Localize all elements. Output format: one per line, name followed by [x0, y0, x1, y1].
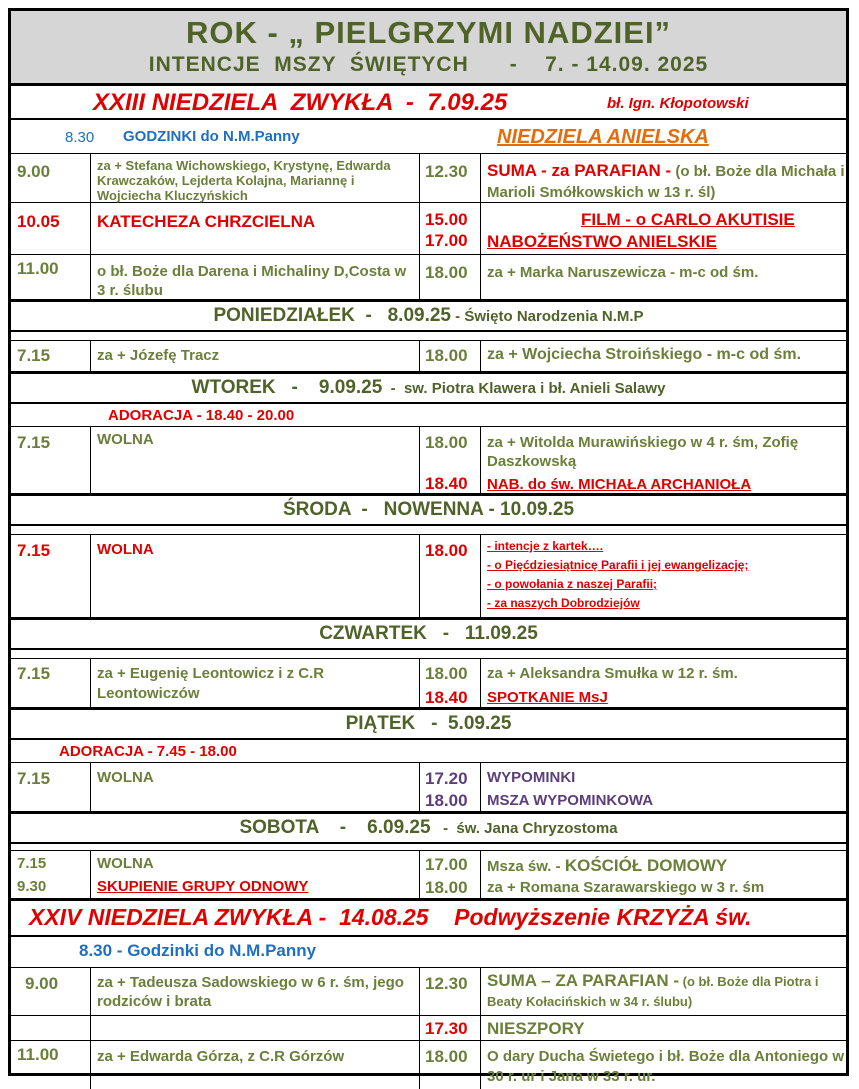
mass-intention: Msza św. - KOŚCIÓŁ DOMOWY	[487, 856, 728, 875]
event-time: 17.30	[425, 1019, 468, 1038]
sunday-1-patron: bł. Ign. Kłopotowski	[607, 95, 749, 112]
sunday-2-heading	[11, 898, 846, 937]
mass-time: 17.00	[425, 855, 468, 874]
novena-item: - o powołania z naszej Parafii;	[487, 577, 658, 591]
mass-time: 18.00	[425, 541, 468, 560]
mass-intention: MSZA WYPOMINKOWA	[487, 792, 654, 809]
event-name: NAB. do św. MICHAŁA ARCHANIOŁA	[487, 476, 752, 493]
table-row	[11, 427, 846, 493]
intro-time: 8.30	[65, 129, 95, 146]
day-heading-friday: PIĄTEK - 5.09.25	[11, 707, 846, 740]
mass-time: 7.15	[17, 664, 51, 683]
mass-intention: za + Eugenię Leontowicz i z C.R Leontowiczów	[97, 665, 325, 702]
table-row	[11, 659, 846, 707]
novena-item: - za naszych Dobrodziejów	[487, 596, 640, 610]
intro-text: 8.30 - Godzinki do N.M.Panny	[79, 941, 317, 960]
table-row	[11, 1041, 846, 1089]
mass-intention: za + Romana Szarawarskiego w 3 r. śm	[487, 879, 765, 896]
event-time: 9.30	[17, 878, 47, 895]
mass-time: 9.00	[25, 974, 59, 993]
sunday-1-intro	[11, 120, 846, 154]
mass-time: 11.00	[17, 1045, 59, 1064]
mass-time: 12.30	[425, 162, 468, 181]
mass-intention: za + Aleksandra Smułka w 12 r. śm.	[487, 665, 738, 682]
header	[11, 11, 846, 86]
mass-time: 18.00	[425, 346, 468, 365]
event-time: 18.40	[425, 688, 468, 707]
mass-intention: o bł. Boże dla Darena i Michaliny D,Costa w 3 r. ślubu	[97, 263, 407, 299]
event-name: FILM - o CARLO AKUTISIE	[581, 210, 795, 229]
page-subtitle: INTENCJE MSZY ŚWIĘTYCH - 7. - 14.09. 2025	[148, 53, 709, 76]
event-time: 17.20	[425, 769, 468, 788]
mass-time: 18.00	[425, 878, 468, 897]
mass-time: 7.15	[17, 769, 51, 788]
mass-time: 12.30	[425, 974, 468, 993]
sunday-2-name: XXIV NIEDZIELA ZWYKŁA - 14.08.25 Podwyższenie KRZYŻA św.	[29, 904, 752, 930]
mass-time: 7.15	[17, 433, 51, 452]
event-time: 10.05	[17, 212, 60, 231]
mass-intention: WOLNA	[97, 769, 154, 786]
mass-intention: za + Witolda Murawińskiego w 4 r. śm, Zofię Daszkowską	[487, 434, 799, 470]
table-row	[11, 535, 846, 617]
mass-time: 18.00	[425, 791, 468, 810]
day-heading-saturday: SOBOTA - 6.09.25 - św. Jana Chryzostoma	[11, 811, 846, 844]
day-heading-thursday: CZWARTEK - 11.09.25	[11, 617, 846, 650]
adoration-note	[11, 404, 846, 427]
novena-item: - o Pięćdziesiątnicę Parafii i jej ewangelizację;	[487, 558, 749, 572]
event-time: 18.40	[425, 474, 468, 493]
event-name: KATECHEZA CHRZCIELNA	[97, 212, 316, 231]
mass-intention: SUMA - za PARAFIAN - (o bł. Boże dla Michała i Marioli Smółkowskich w 13 r. śl)	[487, 161, 845, 201]
special-sunday: NIEDZIELA ANIELSKA	[497, 126, 709, 148]
mass-time: 18.00	[425, 664, 468, 683]
mass-intention: SUMA – ZA PARAFIAN - (o bł. Boże dla Piotra i Beaty Kołacińskich w 34 r. ślubu)	[487, 971, 819, 1009]
mass-intention: za + Marka Naruszewicza - m-c od śm.	[487, 264, 759, 281]
day-heading-wednesday: ŚRODA - NOWENNA - 10.09.25	[11, 493, 846, 526]
sunday-1-name: XXIII NIEDZIELA ZWYKŁA - 7.09.25	[93, 89, 508, 116]
adoration-note	[11, 740, 846, 763]
day-heading-tuesday: WTOREK - 9.09.25 - sw. Piotra Klawera i bł. Anieli Salawy	[11, 371, 846, 404]
mass-intention: za + Wojciecha Stroińskiego - m-c od śm.	[487, 346, 802, 363]
table-row	[11, 255, 846, 299]
event-time: 17.00	[425, 231, 468, 250]
table-row	[11, 154, 846, 203]
table-row	[11, 203, 846, 255]
event-name: SKUPIENIE GRUPY ODNOWY	[97, 878, 309, 895]
mass-intention: za + Stefana Wichowskiego, Krystynę, Edwarda Krawczaków, Lejderta Kolajna, Mariannę i Wojciecha Kluczyńskich	[97, 158, 391, 203]
table-row	[11, 341, 846, 371]
day-heading-monday: PONIEDZIAŁEK - 8.09.25 - Święto Narodzenia N.M.P	[11, 299, 846, 332]
adoration-text: ADORACJA - 7.45 - 18.00	[59, 743, 237, 760]
sunday-2-intro	[11, 937, 846, 968]
mass-intention: za + Tadeusza Sadowskiego w 6 r. śm, jego rodziców i brata	[97, 974, 404, 1010]
event-name: NIESZPORY	[487, 1019, 585, 1038]
table-row	[11, 851, 846, 898]
mass-time: 7.15	[17, 855, 47, 872]
mass-time: 18.00	[425, 263, 468, 282]
table-row	[11, 1016, 846, 1041]
event-name: NABOŻEŃSTWO ANIELSKIE	[487, 232, 717, 251]
mass-intention: WOLNA	[97, 431, 154, 448]
mass-time: 18.00	[425, 1047, 468, 1066]
table-row	[11, 968, 846, 1016]
event-name: WYPOMINKI	[487, 769, 576, 786]
mass-time: 11.00	[17, 259, 59, 278]
mass-intention: za + Edwarda Górza, z C.R Górzów	[97, 1048, 345, 1065]
mass-intention: WOLNA	[97, 855, 154, 872]
mass-intention: WOLNA	[97, 541, 154, 558]
intro-text: GODZINKI do N.M.Panny	[123, 128, 300, 145]
mass-time: 7.15	[17, 346, 51, 365]
novena-item: - intencje z kartek….	[487, 539, 604, 553]
sunday-1-heading	[11, 86, 846, 120]
mass-intention: O dary Ducha Świetego i bł. Boże dla Antoniego w 30 r. ur i Jana w 33 r. ur.	[487, 1048, 844, 1085]
table-row	[11, 763, 846, 811]
page-title: ROK - „ PIELGRZYMI NADZIEI”	[185, 15, 672, 50]
mass-time: 9.00	[17, 162, 51, 181]
mass-time: 18.00	[425, 433, 468, 452]
mass-intentions-sheet	[8, 8, 849, 1085]
event-name: SPOTKANIE MsJ	[487, 689, 608, 706]
mass-intention: za + Józefę Tracz	[97, 347, 220, 364]
adoration-text: ADORACJA - 18.40 - 20.00	[108, 407, 295, 424]
mass-time: 7.15	[17, 541, 51, 560]
event-time: 15.00	[425, 210, 468, 229]
